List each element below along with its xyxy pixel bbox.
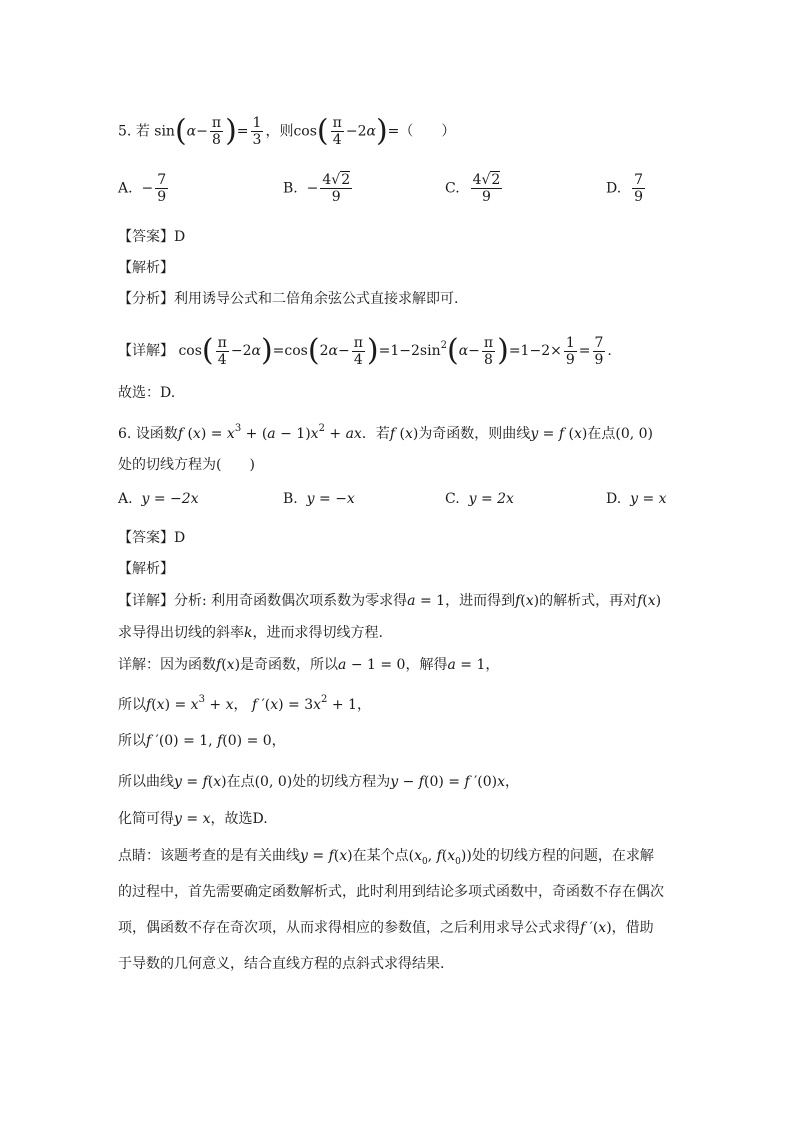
q5-detail: 【详解】 cos( $\frac{\pi}{4}$ −2α)=cos(2α− $\frac{\pi}{4}$ )$=1-2\sin^2(\alpha-$ $\frac{\pi}{8}$ )=1−2× $\frac{1}{9}$ = $\frac{7}{9}$ . <box>118 333 612 368</box>
q6-detail-line4: 所以曲线y = f(x)在点(0, 0)处的切线方程为y − f(0) = f ′(0)x， <box>118 774 520 790</box>
q6-analysis-line2: 求导得出切线的斜率k，进而求得切线方程. <box>118 625 383 641</box>
q6-answer: 【答案】D <box>118 530 186 546</box>
q6-note-line4: 于导数的几何意义，结合直线方程的点斜式求得结果. <box>118 956 445 972</box>
q6-option-b: B. y = −x <box>283 491 355 507</box>
q6-note-line1: 点睛：该题考查的是有关曲线y = f(x)在某个点($x_0$, $f(x_0)$)处的切线方程的问题，在求解 <box>118 848 654 867</box>
q6-detail-line5: 化简可得y = x，故选D. <box>118 811 268 827</box>
q6-note-line2: 的过程中，首先需要确定函数解析式，此时利用到结论多项式函数中，奇函数不存在偶次 <box>118 884 664 900</box>
q6-option-c: C. y = 2x <box>445 491 514 507</box>
q6-option-a: A. y = −2x <box>118 491 199 507</box>
q5-answer: 【答案】D <box>118 229 186 245</box>
q5-fenxi: 【分析】利用诱导公式和二倍角余弦公式直接求解即可. <box>118 291 459 307</box>
q5-option-b: B. − $\frac{4√2}{9}$ <box>283 172 351 205</box>
q6-option-d: D. y = x <box>606 491 667 507</box>
q6-jiexi-tag: 【解析】 <box>118 561 174 577</box>
question-number: 5. <box>118 123 132 140</box>
q6-detail-line2: 所以$f(x) = x^3 + x$， f $'(x) = 3x^2 + 1$， <box>118 694 371 713</box>
q5-jiexi-tag: 【解析】 <box>118 260 174 276</box>
q6-stem-line2: 处的切线方程为( ) <box>118 457 255 473</box>
q5-option-a: A. − $\frac{7}{9}$ <box>118 172 167 205</box>
q6-detail-line3: 所以f ′(0) = 1, f(0) = 0， <box>118 733 286 749</box>
q5-conclusion: 故选：D. <box>118 385 176 401</box>
q6-detail-line1: 详解：因为函数f(x)是奇函数，所以a − 1 = 0，解得a = 1， <box>118 657 500 673</box>
q6-analysis-line1: 【详解】分析: 利用奇函数偶次项系数为零求得a = 1，进而得到f(x)的解析式，再对f(x) <box>118 593 662 609</box>
q5-option-c: C. $\frac{4√2}{9}$ <box>445 172 501 205</box>
q5-option-d: D. $\frac{7}{9}$ <box>606 172 644 205</box>
q5-stem: 5. 若 sin(α− $\frac{\pi}{8}$ )= $\frac{1}{3}$ ，则cos( $\frac{\pi}{4}$ −2α)=（ ） <box>118 113 456 149</box>
q6-stem-line1: 6. 设函数f $(x) = x^3 + (a - 1)x^2$ + ax．若f (x)为奇函数，则曲线y = f (x)在点(0, 0) <box>118 423 653 442</box>
q6-note-line3: 项，偶函数不存在奇次项，从而求得相应的参数值，之后利用求导公式求得f ′(x)，借助 <box>118 920 654 936</box>
